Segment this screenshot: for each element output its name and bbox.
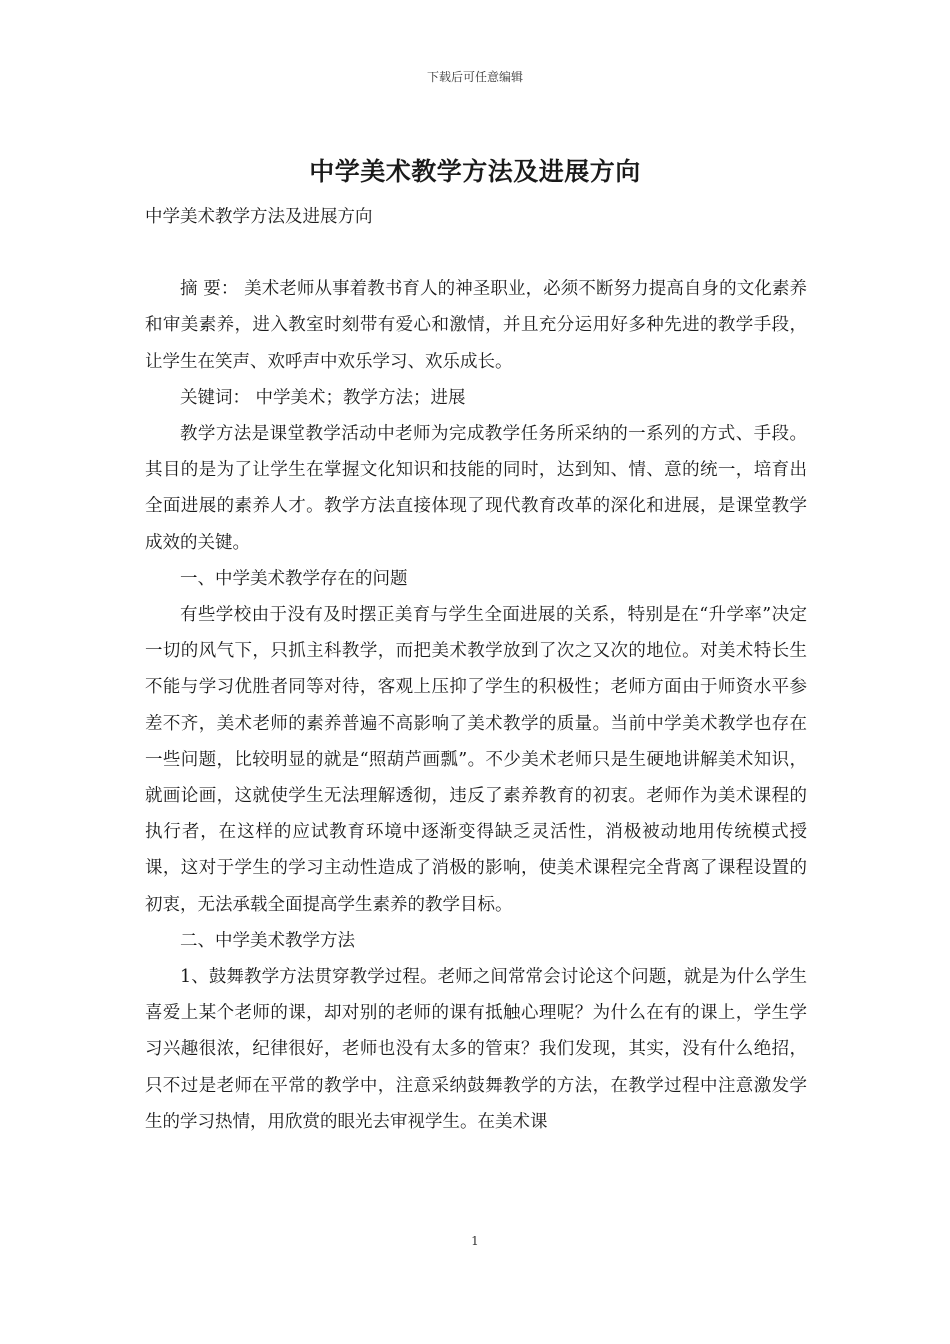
intro-paragraph: 教学方法是课堂教学活动中老师为完成教学任务所采纳的一系列的方式、手段。其目的是为了让学生在掌握文化知识和技能的同时，达到知、情、意的统一，培育出全面进展的素养人才。教学方法直接体现了现代教育改革的深化和进展，是课堂教学成效的关键。 <box>145 424 807 553</box>
keywords-paragraph: 关键词： 中学美术；教学方法；进展 <box>180 387 466 408</box>
section-2-paragraph: 1、鼓舞教学方法贯穿教学过程。老师之间常常会讨论这个问题，就是为什么学生喜爱上某个老师的课，却对别的老师的课有抵触心理呢？为什么在有的课上，学生学习兴趣很浓，纪律很好，老师也没有太多的管束？我们发现，其实，没有什么绝招，只不过是老师在平常的教学中，注意采纳鼓舞教学的方法，在教学过程中注意激发学生的学习热情，用欣赏的眼光去审视学生。在美术课 <box>145 967 807 1132</box>
document-subtitle: 中学美术教学方法及进展方向 <box>145 207 373 227</box>
page-number: 1 <box>471 1234 479 1248</box>
header-note: 下载后可任意编辑 <box>426 70 523 84</box>
abstract-paragraph: 摘 要： 美术老师从事着教书育人的神圣职业，必须不断努力提高自身的文化素养和审美素养，进入教室时刻带有爱心和激情，并且充分运用好多种先进的教学手段，让学生在笑声、欢呼声中欢乐学习、欢乐成长。 <box>145 279 807 372</box>
blank-line <box>145 235 807 271</box>
section-heading-1: 一、中学美术教学存在的问题 <box>180 568 408 589</box>
section-heading-2: 二、中学美术教学方法 <box>180 930 355 951</box>
section-1-paragraph: 有些学校由于没有及时摆正美育与学生全面进展的关系，特别是在“升学率”决定一切的风气下，只抓主科教学，而把美术教学放到了次之又次的地位。对美术特长生不能与学习优胜者同等对待，客观上压抑了学生的积极性；老师方面由于师资水平参差不齐，美术老师的素养普遍不高影响了美术教学的质量。当前中学美术教学也存在一些问题，比较明显的就是“照葫芦画瓢”。不少美术老师只是生硬地讲解美术知识，就画论画，这就使学生无法理解透彻，违反了素养教育的初衷。老师作为美术课程的执行者，在这样的应试教育环境中逐渐变得缺乏灵活性，消极被动地用传统模式授课，这对于学生的学习主动性造成了消极的影响，使美术课程完全背离了课程设置的初衷，无法承载全面提高学生素养的教学目标。 <box>145 605 807 915</box>
document-title: 中学美术教学方法及进展方向 <box>309 157 641 186</box>
document-body <box>145 199 807 1140</box>
